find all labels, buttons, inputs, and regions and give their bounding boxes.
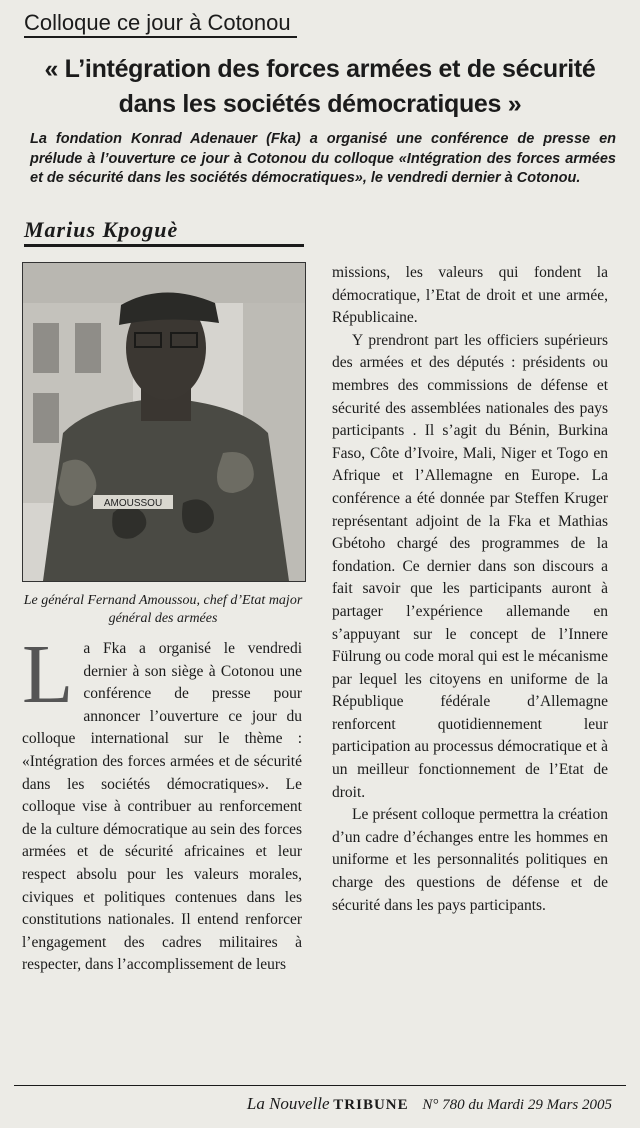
article-byline: Marius Kpoguè — [24, 216, 304, 247]
page-footer — [247, 1094, 612, 1115]
article-kicker: Colloque ce jour à Cotonou — [24, 10, 297, 38]
article-body-left — [22, 628, 302, 977]
uniform-name-tag: AMOUSSOU — [103, 498, 163, 509]
body-paragraph: Le présent colloque permettra la création d’un cadre d’échanges entre les hommes en uniforme et les personnalités politiques en charge des questions de défense et de sécurité dans les pays participants. — [332, 806, 608, 914]
portrait-illustration — [23, 263, 305, 581]
article-lead: La fondation Konrad Adenauer (Fka) a organisé une conférence de presse en prélude à l’ouverture ce jour à Cotonou du colloque «Intégration des forces armées et de sécurité dans les sociétés démocratiques», le vendredi dernier à Cotonou. — [30, 131, 616, 186]
publication-title: TRIBUNE — [333, 1097, 409, 1113]
photo-caption: Le général Fernand Amoussou, chef d’Etat major général des armées — [23, 593, 303, 626]
body-paragraph: a Fka a organisé le vendredi dernier à son siège à Cotonou une conférence de presse pour annoncer l’ouverture ce jour du colloque international sur le thème : «Intégration des forces armées et de sécurité dans les sociétés démocratiques». Le colloque vise à contribuer au renforcement de la culture démocratique au sein des forces armées et de sécurité africaines et leur respect absolu pour les valeurs morales, civiques et politiques contenues dans les constitutions nationales. Il entend renforcer l’engagement des cadres militaires à respecter, dans l’accomplissement de leurs — [22, 640, 302, 974]
publication-prefix: La Nouvelle — [246, 1094, 330, 1113]
article-photo — [22, 262, 306, 582]
drop-cap: L — [22, 628, 74, 721]
body-paragraph: Y prendront part les officiers supérieurs des armées et des députés : présidents ou membres des commissions de défense et sécurité des assemblées nationales des pays participants . Il s’agit du Bénin, Burkina Faso, Côte d’Ivoire, Mali, Niger et Togo en Afrique et l’Allemagne en Europe. La conférence a été donnée par Steffen Kruger représentant adjoint de la Fka et Mathias Gbétoho chargé des programmes de la fondation. Ce dernier dans son discours a fait savoir que les participants auront à partager l’expérience allemande en s’appuyant sur le concept de l’Innere Fülrung ou code moral qui est le mécanisme par lequel les citoyens en uniforme de la République fédérale d’Allemagne renforcent quotidiennement leur participation au processus démocratique et à un meilleur fonctionnement de l’Etat de droit. — [332, 331, 608, 801]
footer-rule — [14, 1085, 626, 1086]
article-headline: « L’intégration des forces armées et de sécurité dans les sociétés démocratiques » — [44, 55, 596, 118]
issue-info: N° 780 du Mardi 29 Mars 2005 — [422, 1097, 612, 1113]
article-body-right — [332, 262, 608, 917]
body-paragraph: missions, les valeurs qui fondent la démocratique, l’Etat de droit et une armée, Républicaine. — [332, 264, 608, 327]
publication-name — [246, 1094, 413, 1113]
